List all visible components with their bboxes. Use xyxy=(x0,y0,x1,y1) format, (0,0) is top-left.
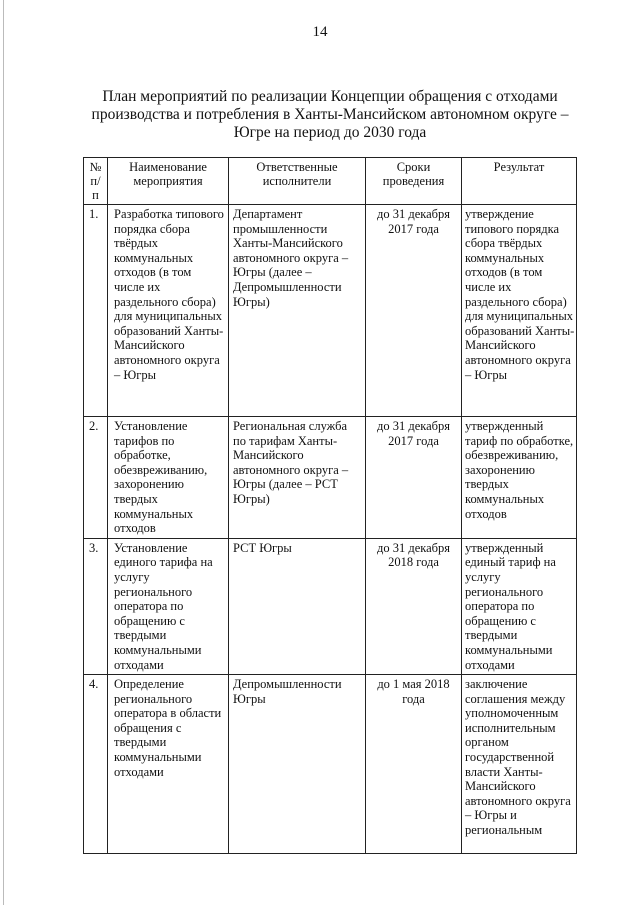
scan-edge-line xyxy=(3,0,4,905)
table-header-row xyxy=(84,158,577,205)
header-deadline: Сроки проведения xyxy=(366,158,462,205)
header-name: Наименование мероприятия xyxy=(108,158,229,205)
title-line: Югре на период до 2030 года xyxy=(233,124,427,141)
row-result: заключение соглашения между уполномоченным исполнительным органом государственной власти Ханты-Мансийского автономного округа – Югры и региональным xyxy=(462,675,577,854)
header-number: № п/п xyxy=(84,158,108,205)
table-row xyxy=(84,417,577,539)
row-executors: Региональная служба по тарифам Ханты-Мансийского автономного округа – Югры (далее – РСТ Югры) xyxy=(229,417,366,539)
row-result: утверждение типового порядка сбора твёрдых коммунальных отходов (в том числе их раздельного сбора) для муниципальных образований Ханты-Мансийского автономного округа – Югры xyxy=(462,205,577,417)
row-name: Установление единого тарифа на услугу регионального оператора по обращению с твердыми коммунальными отходами xyxy=(108,538,229,674)
header-result: Результат xyxy=(462,158,577,205)
row-result: утвержденный единый тариф на услугу регионального оператора по обращению с твердыми коммунальными отходами xyxy=(462,538,577,674)
document-title xyxy=(70,88,590,142)
row-executors: РСТ Югры xyxy=(229,538,366,674)
row-deadline: до 31 декабря 2017 года xyxy=(366,417,462,539)
row-name: Определение регионального оператора в области обращения с твердыми коммунальными отходами xyxy=(108,675,229,854)
row-name: Установление тарифов по обработке, обезвреживанию, захоронению твердых коммунальных отходов xyxy=(108,417,229,539)
row-deadline: до 31 декабря 2018 года xyxy=(366,538,462,674)
table-row xyxy=(84,675,577,854)
table-row xyxy=(84,205,577,417)
row-result: утвержденный тариф по обработке, обезвреживанию, захоронению твердых коммунальных отходов xyxy=(462,417,577,539)
title-line: План мероприятий по реализации Концепции обращения с отходами xyxy=(102,88,558,105)
row-name: Разработка типового порядка сбора твёрдых коммунальных отходов (в том числе их раздельного сбора) для муниципальных образований Ханты-Мансийского автономного округа – Югры xyxy=(108,205,229,417)
row-number: 4. xyxy=(84,675,108,854)
table-row xyxy=(84,538,577,674)
page-number: 14 xyxy=(312,24,328,40)
row-executors: Департамент промышленности Ханты-Мансийского автономного округа – Югры (далее – Депромышленности Югры) xyxy=(229,205,366,417)
title-line: производства и потребления в Ханты-Мансийском автономном округе – xyxy=(91,106,569,123)
row-executors: Депромышленности Югры xyxy=(229,675,366,854)
row-deadline: до 1 мая 2018 года xyxy=(366,675,462,854)
row-number: 3. xyxy=(84,538,108,674)
row-number: 2. xyxy=(84,417,108,539)
header-executors: Ответственные исполнители xyxy=(229,158,366,205)
row-number: 1. xyxy=(84,205,108,417)
row-deadline: до 31 декабря 2017 года xyxy=(366,205,462,417)
action-plan-table xyxy=(83,157,577,854)
